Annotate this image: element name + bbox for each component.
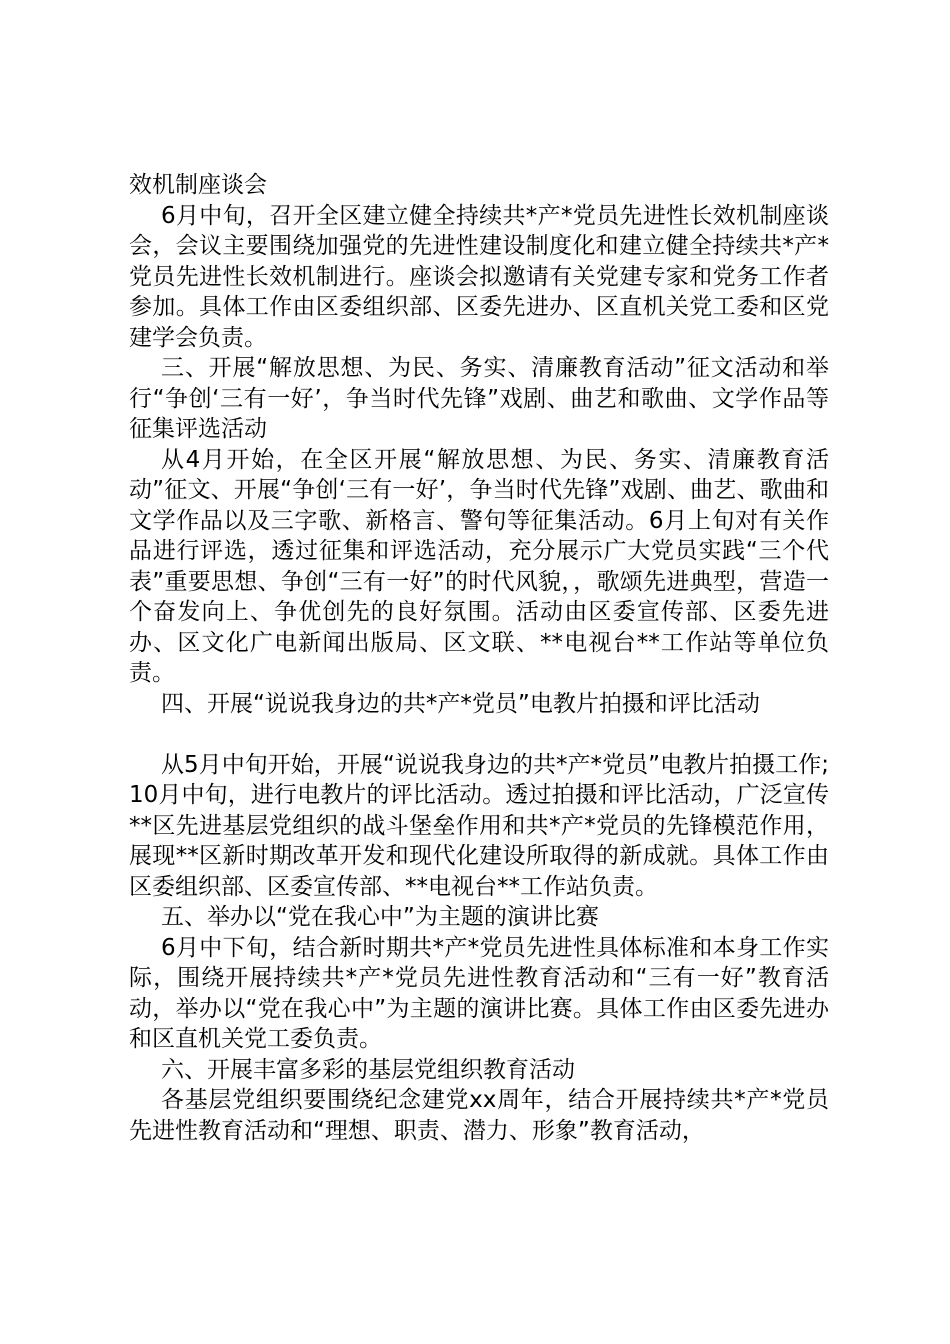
paragraph-symposium: 6月中旬，召开全区建立健全持续共*产*党员先进性长效机制座谈会，会议主要围绕加强党的先进性建设制度化和建立健全持续共*产*党员先进性长效机制进行。座谈会拟邀请有关党建专家和党务工作者参加。具体工作由区委组织部、区委先进办、区直机关党工委和区党建学会负责。 — [129, 202, 829, 351]
section-heading-3: 三、开展“解放思想、为民、务实、清廉教育活动”征文活动和举行“争创‘三有一好’，争当时代先锋”戏剧、曲艺和歌曲、文学作品等征集评选活动 — [129, 355, 829, 442]
section-heading-5: 五、举办以“党在我心中”为主题的演讲比赛 — [161, 904, 599, 930]
paragraph-grassroots-activities: 各基层党组织要围绕纪念建党xx周年，结合开展持续共*产*党员先进性教育活动和“理想、职责、潜力、形象”教育活动， — [129, 1087, 829, 1144]
section-heading-4: 四、开展“说说我身边的共*产*党员”电教片拍摄和评比活动 — [161, 690, 760, 717]
paragraph-heading-continuation: 效机制座谈会 — [129, 172, 267, 198]
section-heading-6: 六、开展丰富多彩的基层党组织教育活动 — [161, 1056, 575, 1083]
paragraph-speech-contest: 6月中下旬，结合新时期共*产*党员先进性具体标准和本身工作实际，围绕开展持续共*产*党员先进性教育活动和“三有一好”教育活动，举办以“党在我心中”为主题的演讲比赛。具体工作由区委先进办和区直机关党工委负责。 — [129, 934, 829, 1052]
paragraph-essay-contest: 从4月开始，在全区开展“解放思想、为民、务实、清廉教育活动”征文、开展“争创‘三有一好’，争当时代先锋”戏剧、曲艺、歌曲和文学作品以及三字歌、新格言、警句等征集活动。6月上旬对有关作品进行评选，透过征集和评选活动，充分展示广大党员实践“三个代表”重要思想、争创“三有一好”的时代风貌，，歌颂先进典型，营造一个奋发向上、争优创先的良好氛围。活动由区委宣传部、区委先进办、区文化广电新闻出版局、区文联、**电视台**工作站等单位负责。 — [129, 446, 829, 686]
document-body — [129, 170, 829, 1146]
paragraph-video-filming: 从5月中旬开始，开展“说说我身边的共*产*党员”电教片拍摄工作;10月中旬，进行电教片的评比活动。透过拍摄和评比活动，广泛宣传**区先进基层党组织的战斗堡垒作用和共*产*党员的先锋模范作用，展现**区新时期改革开发和现代化建设所取得的新成就。具体工作由区委组织部、区委宣传部、**电视台**工作站负责。 — [129, 751, 829, 900]
